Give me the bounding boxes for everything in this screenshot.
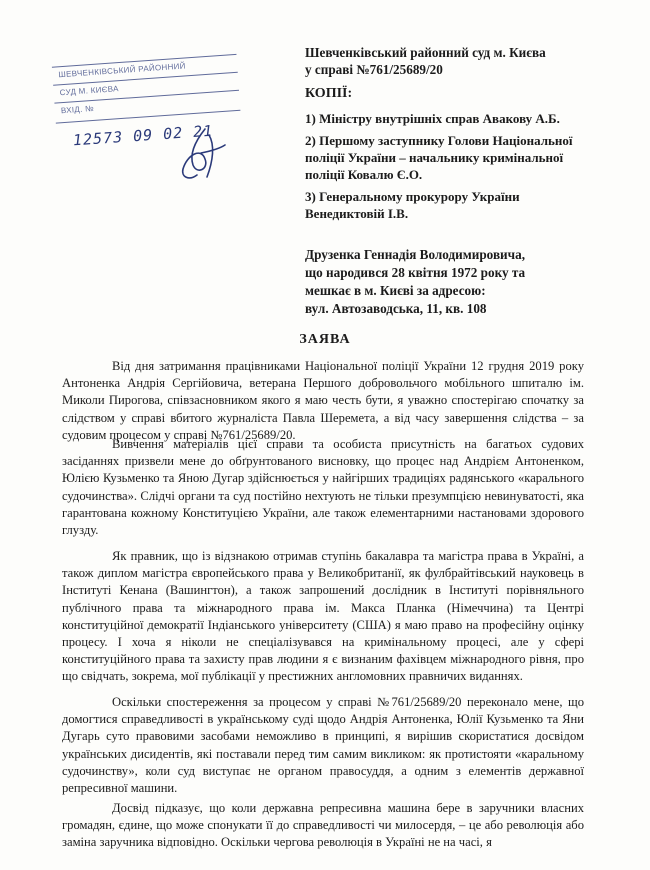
paragraph-5: Досвід підказує, що коли державна репресивна машина бере в заручники власних громадян, єдине, що може спонукати її до справедливості чи милосердя, – це або революція або заміна заручника відповідно. Оскільки чергова революція в Україні не на часі, я [62, 801, 584, 850]
copy-recipient-1: 1) Міністру внутрішніх справ Авакову А.Б. [305, 111, 560, 126]
signature-icon [175, 125, 235, 185]
copy-recipient-3: 3) Генеральному прокурору України Венедиктовій І.В. [305, 189, 520, 221]
paragraph-3: Як правник, що із відзнакою отримав ступінь бакалавра та магістра права в Україні, а також диплом магістра європейського права у Великобританії, як фулбрайтівський науковець в Інституті Кенана (Вашингтон), а також запрошений дослідник в Інституті порівняльного публічного права та міжнародного права ім. Макса Планка (Німеччина) та Центрі конституційної демократії Індіанського університету (США) я маю право на професійну оцінку процесу. І хоча я ніколи не спеціалізувався на кримінальному процесі, але у сфері конституційного права та захисту прав людини я є визнаним фахівцем міжнародного рівня, про що свідчать, зокрема, мої публікації у престижних англомовних правничих виданнях. [62, 549, 584, 684]
paragraph-2: Вивчення матеріалів цієї справи та особиста присутність на багатьох судових засіданнях призвели мене до обґрунтованого висновку, що процес над Андрієм Антоненком, Юлією Кузьменко та Яною Дугар здійснюється у найгірших традиціях радянського «карального судочинства». Слідчі органи та суд постійно нехтують не тільки презумпцією невинуватості, яка гарантована кожному Конституцією України, але також елементарними настановами здорового глузду. [62, 437, 584, 538]
stamp-number: 12573 09 02 21 [72, 121, 214, 150]
sender-name: Друзенка Геннадія Володимировича, [305, 247, 525, 262]
sender-born: що народився 28 квітня 1972 року та [305, 265, 526, 280]
stamp-line-2: СУД М. КИЄВА [59, 84, 120, 98]
copies-title: КОПІЇ: [305, 86, 353, 101]
sender-address: вул. Автозаводська, 11, кв. 108 [305, 301, 487, 316]
court-name: Шевченківський районний суд м. Києва [305, 45, 546, 60]
sender-lives: мешкає в м. Києві за адресою: [305, 283, 486, 298]
stamp-line-1: ШЕВЧЕНКІВСЬКИЙ РАЙОННИЙ [58, 61, 186, 80]
paragraph-4: Оскільки спостереження за процесом у справі №761/25689/20 переконало мене, що домогтися справедливості в українському суді щодо Андрія Антоненка, Юлії Кузьменко та Яни Дугарь суто правовими засобами неможливо в принципі, я вирішив скористатися досвідом українських дисидентів, які поставали перед тим самим викликом: як протистояти «каральному судочинству», коли суд виступає не органом правосуддя, а одним з елементів державної репресивної машини. [62, 695, 584, 796]
copy-recipient-2: 2) Першому заступнику Голови Національної поліції України – начальнику кримінальної поліції Ковалю Є.О. [305, 133, 573, 182]
addressee-block [305, 44, 635, 78]
sender-block [305, 246, 625, 318]
document-title: ЗАЯВА [299, 332, 351, 347]
case-number: у справі №761/25689/20 [305, 62, 443, 77]
stamp-line-3: ВХІД. № [60, 103, 95, 116]
paragraph-1: Від дня затримання працівниками Національної поліції України 12 грудня 2019 року Антоненка Андрія Сергійовича, ветерана Першого добровольчого мобільного шпиталю ім. Миколи Пирогова, співзасновником якого я маю честь бути, я уважно спостерігаю спочатку за слідством у справі вбитого журналіста Павла Шеремета, а від часу завершення слідства – за судовим процесом у справі №761/25689/20. [62, 359, 584, 442]
